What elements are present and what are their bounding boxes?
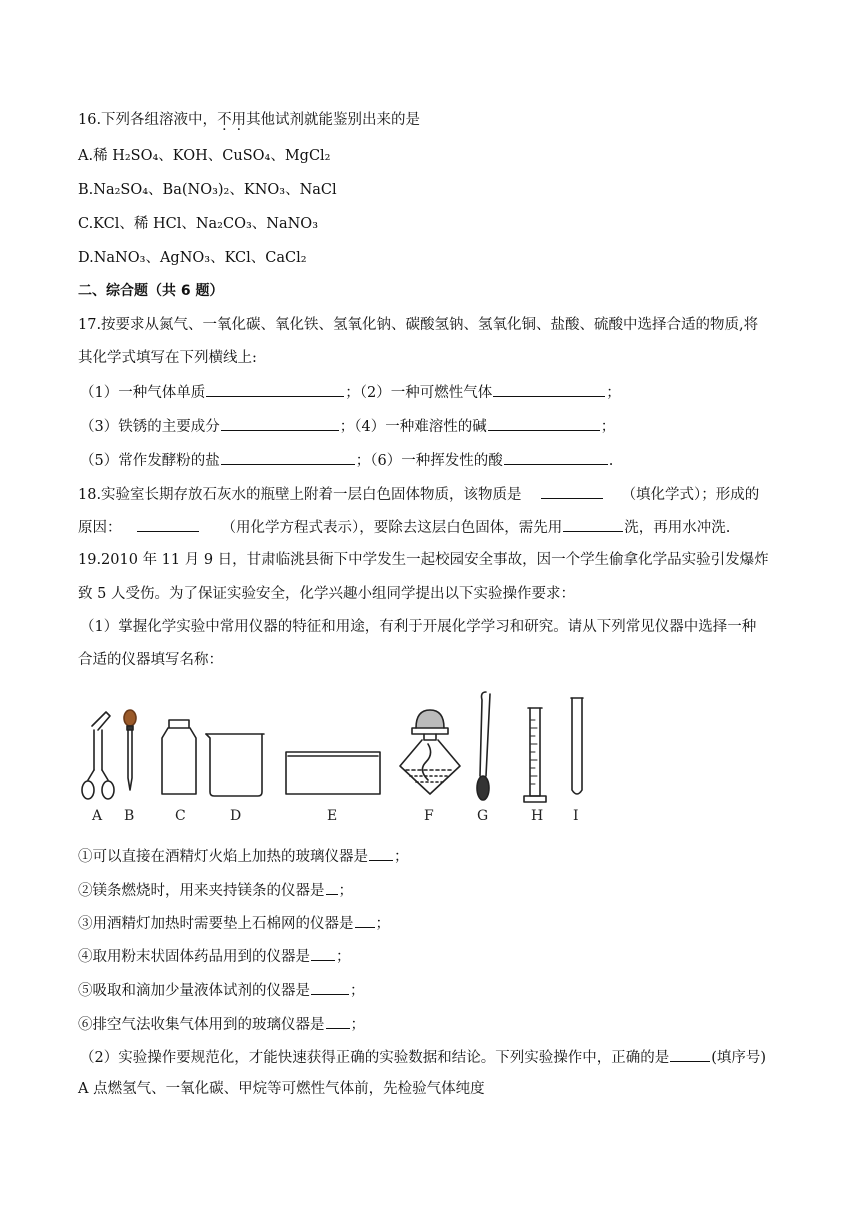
fig-label-f: F <box>424 808 434 824</box>
answer-blank[interactable] <box>221 449 355 465</box>
answer-blank[interactable] <box>563 516 623 532</box>
answer-blank[interactable] <box>311 945 335 961</box>
alcohol-lamp-icon <box>400 710 460 794</box>
answer-blank[interactable] <box>311 979 349 995</box>
wide-mouth-bottle-icon <box>162 720 196 794</box>
q17-row-3: （5）常作发酵粉的盐 ；（6）一种挥发性的酸 . <box>80 449 613 471</box>
q17-row-2: （3）铁锈的主要成分 ；（4）一种难溶性的碱 ； <box>80 415 615 437</box>
q19-item-1: ①可以直接在酒精灯火焰上加热的玻璃仪器是 ； <box>78 845 409 867</box>
q19-item-5: ⑤吸取和滴加少量液体试剂的仪器是 ； <box>78 979 365 1001</box>
answer-blank[interactable] <box>504 449 608 465</box>
q17-row-1: （1）一种气体单质 ；（2）一种可燃性气体 ； <box>80 381 621 403</box>
q19-option-a: A 点燃氢气、一氧化碳、甲烷等可燃性气体前，先检验气体纯度 <box>78 1081 485 1097</box>
answer-blank[interactable] <box>206 381 344 397</box>
answer-blank[interactable] <box>670 1046 710 1062</box>
q19-item-3: ③用酒精灯加热时需要垫上石棉网的仪器是 ； <box>78 912 390 934</box>
q16-option-c: C.KCl、稀 HCl、Na₂CO₃、NaNO₃ <box>78 216 319 232</box>
fig-label-g: G <box>477 808 489 824</box>
q16-option-b: B.Na₂SO₄、Ba(NO₃)₂、KNO₃、NaCl <box>78 182 337 198</box>
apparatus-drawing <box>76 684 596 826</box>
fig-label-i: I <box>573 808 579 824</box>
q19-line-4: 合适的仪器填写名称： <box>78 652 223 668</box>
answer-blank[interactable] <box>488 415 600 431</box>
q19-item-6: ⑥排空气法收集气体用到的玻璃仪器是 ； <box>78 1013 365 1035</box>
test-tube-icon <box>571 698 583 794</box>
q19-line-3: （1）掌握化学实验中常用仪器的特征和用途，有利于开展化学学习和研究。请从下列常见仪器中选择一种 <box>80 619 757 635</box>
answer-blank[interactable] <box>326 879 338 895</box>
answer-blank[interactable] <box>369 845 393 861</box>
q19-line-1: 19.2010 年 11 月 9 日，甘肃临洮县衙下中学发生一起校园安全事故，因一个学生偷拿化学品实验引发爆炸 <box>78 552 769 568</box>
emphasis-char: 不 <box>217 112 232 128</box>
answer-blank[interactable] <box>137 516 199 532</box>
answer-blank[interactable] <box>326 1013 350 1029</box>
section-heading: 二、综合题（共 6 题） <box>78 283 224 299</box>
fig-label-b: B <box>124 808 135 824</box>
answer-blank[interactable] <box>221 415 339 431</box>
q19-line-2: 致 5 人受伤。为了保证实验安全，化学兴趣小组同学提出以下实验操作要求： <box>78 586 575 602</box>
emphasis-char: 用 <box>231 112 247 128</box>
fig-label-h: H <box>531 808 544 824</box>
q16-stem: 16.下列各组溶液中，不用其他试剂就能鉴别出来的是 <box>78 112 421 128</box>
beaker-icon <box>206 734 264 796</box>
q19-item-2: ②镁条燃烧时，用来夹持镁条的仪器是 ； <box>78 879 353 901</box>
q18-line-2: 原因： （用化学方程式表示），要除去这层白色固体，需先用 洗，再用水冲洗. <box>78 516 730 538</box>
q19-part-2: （2）实验操作要规范化，才能快速获得正确的实验数据和结论。下列实验操作中，正确的是 (填序号) <box>80 1046 766 1068</box>
fig-label-e: E <box>327 808 338 824</box>
evaporating-dish-icon <box>286 752 380 794</box>
crucible-tongs-icon <box>82 712 114 799</box>
q16-option-d: D.NaNO₃、AgNO₃、KCl、CaCl₂ <box>78 250 307 266</box>
graduated-cylinder-icon <box>524 708 546 802</box>
fig-label-a: A <box>92 808 103 824</box>
answer-blank[interactable] <box>493 381 605 397</box>
q19-item-4: ④取用粉末状固体药品用到的仪器是 ； <box>78 945 351 967</box>
spoon-icon <box>477 692 490 800</box>
apparatus-figure <box>76 684 596 826</box>
fig-label-c: C <box>175 808 186 824</box>
fig-label-d: D <box>230 808 242 824</box>
answer-blank[interactable] <box>541 483 603 499</box>
q17-line-2: 其化学式填写在下列横线上: <box>78 350 257 366</box>
answer-blank[interactable] <box>355 912 375 928</box>
q17-line-1: 17.按要求从氮气、一氧化碳、氧化铁、氢氧化钠、碳酸氢钠、氢氧化铜、盐酸、硫酸中选择合适的物质,将 <box>78 317 759 333</box>
dropper-icon <box>124 710 136 790</box>
q16-option-a: A.稀 H₂SO₄、KOH、CuSO₄、MgCl₂ <box>78 148 331 164</box>
q18-line-1: 18.实验室长期存放石灰水的瓶壁上附着一层白色固体物质，该物质是 （填化学式）；形成的 <box>78 483 759 505</box>
